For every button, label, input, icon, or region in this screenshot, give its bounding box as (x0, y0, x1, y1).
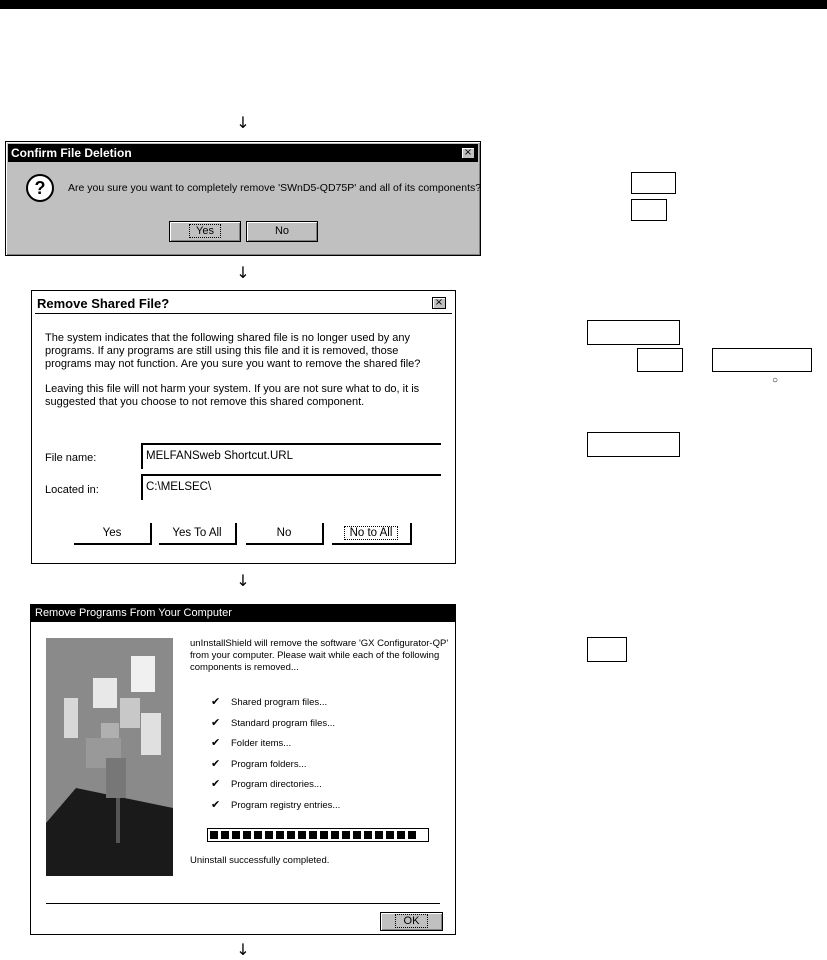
progress-block (309, 831, 317, 839)
yes-to-all-button[interactable]: Yes To All (159, 523, 237, 545)
file-name-label: File name: (45, 452, 97, 464)
no-to-all-label: No to All (345, 527, 398, 539)
ok-button[interactable] (380, 912, 443, 931)
confirm-file-deletion-dialog (5, 141, 481, 256)
question-icon: ? (26, 174, 54, 202)
progress-block (386, 831, 394, 839)
no-button-label: No (274, 225, 290, 237)
ok-button-label: OK (396, 915, 428, 927)
no-button[interactable] (246, 221, 318, 242)
down-arrow-icon: ↓ (236, 263, 250, 282)
circle-mark: ○ (772, 375, 779, 386)
key-box (587, 637, 627, 662)
info-text (45, 332, 420, 409)
component-label: Program directories... (231, 779, 322, 790)
progress-block (375, 831, 383, 839)
component-list-item (211, 733, 291, 751)
down-arrow-icon: ↓ (236, 940, 250, 959)
key-box (631, 199, 667, 221)
header-bar (0, 0, 827, 9)
progress-block (298, 831, 306, 839)
progress-block (276, 831, 284, 839)
info-line: suggested that you choose to not remove this shared component. (45, 396, 365, 408)
no-button[interactable]: No (246, 523, 324, 545)
progress-block (342, 831, 350, 839)
file-name-field[interactable]: MELFANSweb Shortcut.URL (141, 443, 441, 469)
located-in-label: Located in: (45, 484, 99, 496)
progress-block (265, 831, 273, 839)
progress-block (331, 831, 339, 839)
yes-button[interactable] (169, 221, 241, 242)
divider (46, 903, 440, 904)
close-icon[interactable]: × (432, 297, 446, 309)
close-icon[interactable]: × (461, 147, 475, 159)
component-list-item (211, 795, 340, 813)
remove-programs-dialog (30, 604, 456, 935)
confirm-message: Are you sure you want to completely remove 'SWnD5-QD75P' and all of its components? (68, 182, 482, 194)
check-icon: ✔ (211, 757, 221, 770)
progress-block (287, 831, 295, 839)
progress-block (320, 831, 328, 839)
progress-block (364, 831, 372, 839)
progress-block (232, 831, 240, 839)
progress-block (210, 831, 218, 839)
progress-block (254, 831, 262, 839)
key-box (712, 348, 812, 372)
component-label: Program registry entries... (231, 799, 341, 811)
intro-line: unInstallShield will remove the software 'GX Configurator-QP' (190, 638, 449, 649)
component-list-item (211, 692, 327, 710)
info-line: Leaving this file will not harm your system. If you are not sure what to do, it is (45, 383, 420, 395)
info-line: The system indicates that the following shared file is no longer used by any (45, 332, 411, 344)
installshield-graphic (46, 638, 173, 876)
down-arrow-icon: ↓ (236, 113, 250, 132)
located-in-field[interactable]: C:\MELSEC\ (141, 474, 441, 500)
dialog-title: Remove Shared File? (35, 294, 452, 314)
component-label: Program folders... (231, 758, 307, 770)
intro-text (190, 638, 448, 674)
component-list-item (211, 774, 322, 792)
status-text: Uninstall successfully completed. (190, 855, 330, 866)
remove-shared-file-dialog (31, 290, 456, 564)
key-box (637, 348, 683, 372)
intro-line: components is removed... (190, 662, 299, 673)
progress-block (408, 831, 416, 839)
key-box (587, 432, 680, 457)
progress-block (353, 831, 361, 839)
info-line: programs. If any programs are still using this file and it is removed, those (45, 345, 399, 357)
down-arrow-icon: ↓ (236, 571, 250, 590)
intro-line: from your computer. Please wait while each of the following (190, 650, 440, 661)
progress-block (243, 831, 251, 839)
city-blocks-illustration (46, 638, 173, 876)
no-to-all-button[interactable] (332, 523, 412, 545)
info-line: programs may not function. Are you sure you want to remove the shared file? (45, 358, 421, 370)
component-label: Folder items... (231, 738, 292, 749)
progress-block (221, 831, 229, 839)
check-icon: ✔ (211, 778, 221, 790)
component-list-item (211, 713, 335, 731)
dialog-title: Confirm File Deletion (8, 144, 478, 162)
yes-button[interactable]: Yes (74, 523, 152, 545)
key-box (587, 320, 680, 345)
dialog-title: Remove Programs From Your Computer (31, 605, 455, 622)
component-label: Standard program files... (231, 717, 336, 729)
progress-bar (207, 828, 429, 842)
key-box (631, 172, 676, 194)
check-icon: ✔ (211, 716, 221, 729)
check-icon: ✔ (211, 737, 221, 749)
check-icon: ✔ (211, 798, 221, 811)
component-list-item (211, 754, 307, 772)
progress-block (397, 831, 405, 839)
yes-button-label: Yes (190, 225, 220, 237)
check-icon: ✔ (211, 696, 221, 708)
component-label: Shared program files... (231, 697, 328, 708)
